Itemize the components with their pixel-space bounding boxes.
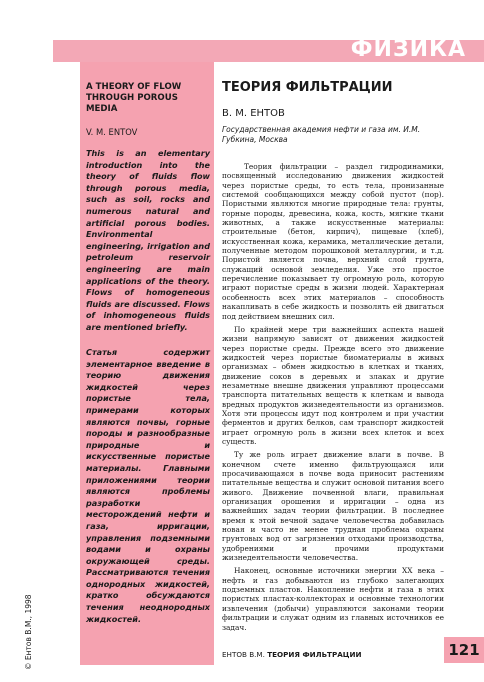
body-paragraph: Наконец, основные источники энергии XX века – нефть и газ добываются из глубоко залегающих подземных пластов. Накопление нефти и газа в этих пористых пластах-коллекторах и основные технологии извлечения (добычи) управляются законами теории фильтрации и служат одним из главных источников ее задач. <box>222 566 444 632</box>
body-paragraph: Теория фильтрации – раздел гидродинамики, посвященный исследованию движения жидкостей через пористые среды, то есть тела, пронизанные системой сообщающихся между собой пустот (пор). Пористыми являются многие природные тела: грунты, горные породы, древесина, кожа, кость, мягкие ткани животных, а также искусственные материалы: строительные (бетон, кирпич), пищевые (хлеб), искусственная кожа, керамика, металлические детали, полученные методом порошковой металлургии, и т.д. Пористой является почва, верхний слой грунта, служащий основой земледелия. Уже это простое перечисление показывает ту огромную роль, которую играют пористые среды в жизни людей. Характерная особенность всех этих материалов – способность накапливать в себе жидкость и позволять ей двигаться под действием внешних сил. <box>222 162 444 321</box>
article-author: В. М. ЕНТОВ <box>222 108 285 119</box>
section-title: ФИЗИКА <box>350 37 466 62</box>
page-number: 121 <box>444 637 484 663</box>
body-paragraph: Ту же роль играет движение влаги в почве. В конечном счете именно фильтрующаяся или просачивающаяся в почве вода приносит растениям питательные вещества и служит основой питания всего живого. Движение почвенной влаги, правильная организация орошения и ирригации – одна из важнейших задач теории фильтрации. В последнее время к этой вечной задаче человечества добавилась новая и часто не менее трудная проблема охраны грунтовых вод от загрязнения отходами производства, удобрениями и прочими продуктами жизнедеятельности человечества. <box>222 450 444 563</box>
english-author: V. M. ENTOV <box>86 127 138 137</box>
article-title: ТЕОРИЯ ФИЛЬТРАЦИИ <box>222 80 393 95</box>
body-paragraph: По крайней мере три важнейших аспекта нашей жизни напрямую зависят от движения жидкостей через пористые среды. Прежде всего это движение жидкостей через пористые биоматериалы в живых организмах – обмен жидкостью в клетках и тканях, движение соков в деревьях и злаках и другие незаметные внешне движения управляют процессами транспорта питательных веществ к клеткам и вывода вредных продуктов жизнедеятельности из организмов. Хотя эти процессы идут под контролем и при участии ферментов и других белков, сам транспорт жидкостей играет огромную роль в жизни всех клеток и всех существ. <box>222 324 444 446</box>
footer-title: ТЕОРИЯ ФИЛЬТРАЦИИ <box>267 650 362 659</box>
english-title: A THEORY OF FLOW THROUGH POROUS MEDIA <box>86 82 182 114</box>
russian-abstract: Статья содержит элементарное введение в теорию движения жидкостей через пористые тела, примерами которых являются почвы, горные породы и разнообразные природные и искусственные пористые материалы. Главными приложениями теории являются проблемы разработки месторождений нефти и газа, ирригации, управления подземными водами и охраны окружающей среды. Рассматриваются течения однородных жидкостей, кратко обсуждаются течения неоднородных жидкостей. <box>86 347 210 624</box>
article-affiliation: Государственная академия нефти и газа им. И.М. Губкина, Москва <box>222 125 421 144</box>
article-body <box>222 162 444 636</box>
footer-author: ЕНТОВ В.М. <box>222 650 265 659</box>
english-abstract: This is an elementary introduction into the theory of fluids flow through porous media, such as soil, rocks and numerous natural and artificial porous bodies. Environmental engineering, irrigation and petroleum reservoir engineering are main applications of the theory. Flows of homogeneous fluids are discussed. Flows of inhomogeneous fluids are mentioned briefly. <box>86 148 210 332</box>
header-band-gap <box>0 40 53 62</box>
copyright-notice: © Ентов В.М., 1998 <box>24 594 33 670</box>
running-footer <box>222 650 362 659</box>
